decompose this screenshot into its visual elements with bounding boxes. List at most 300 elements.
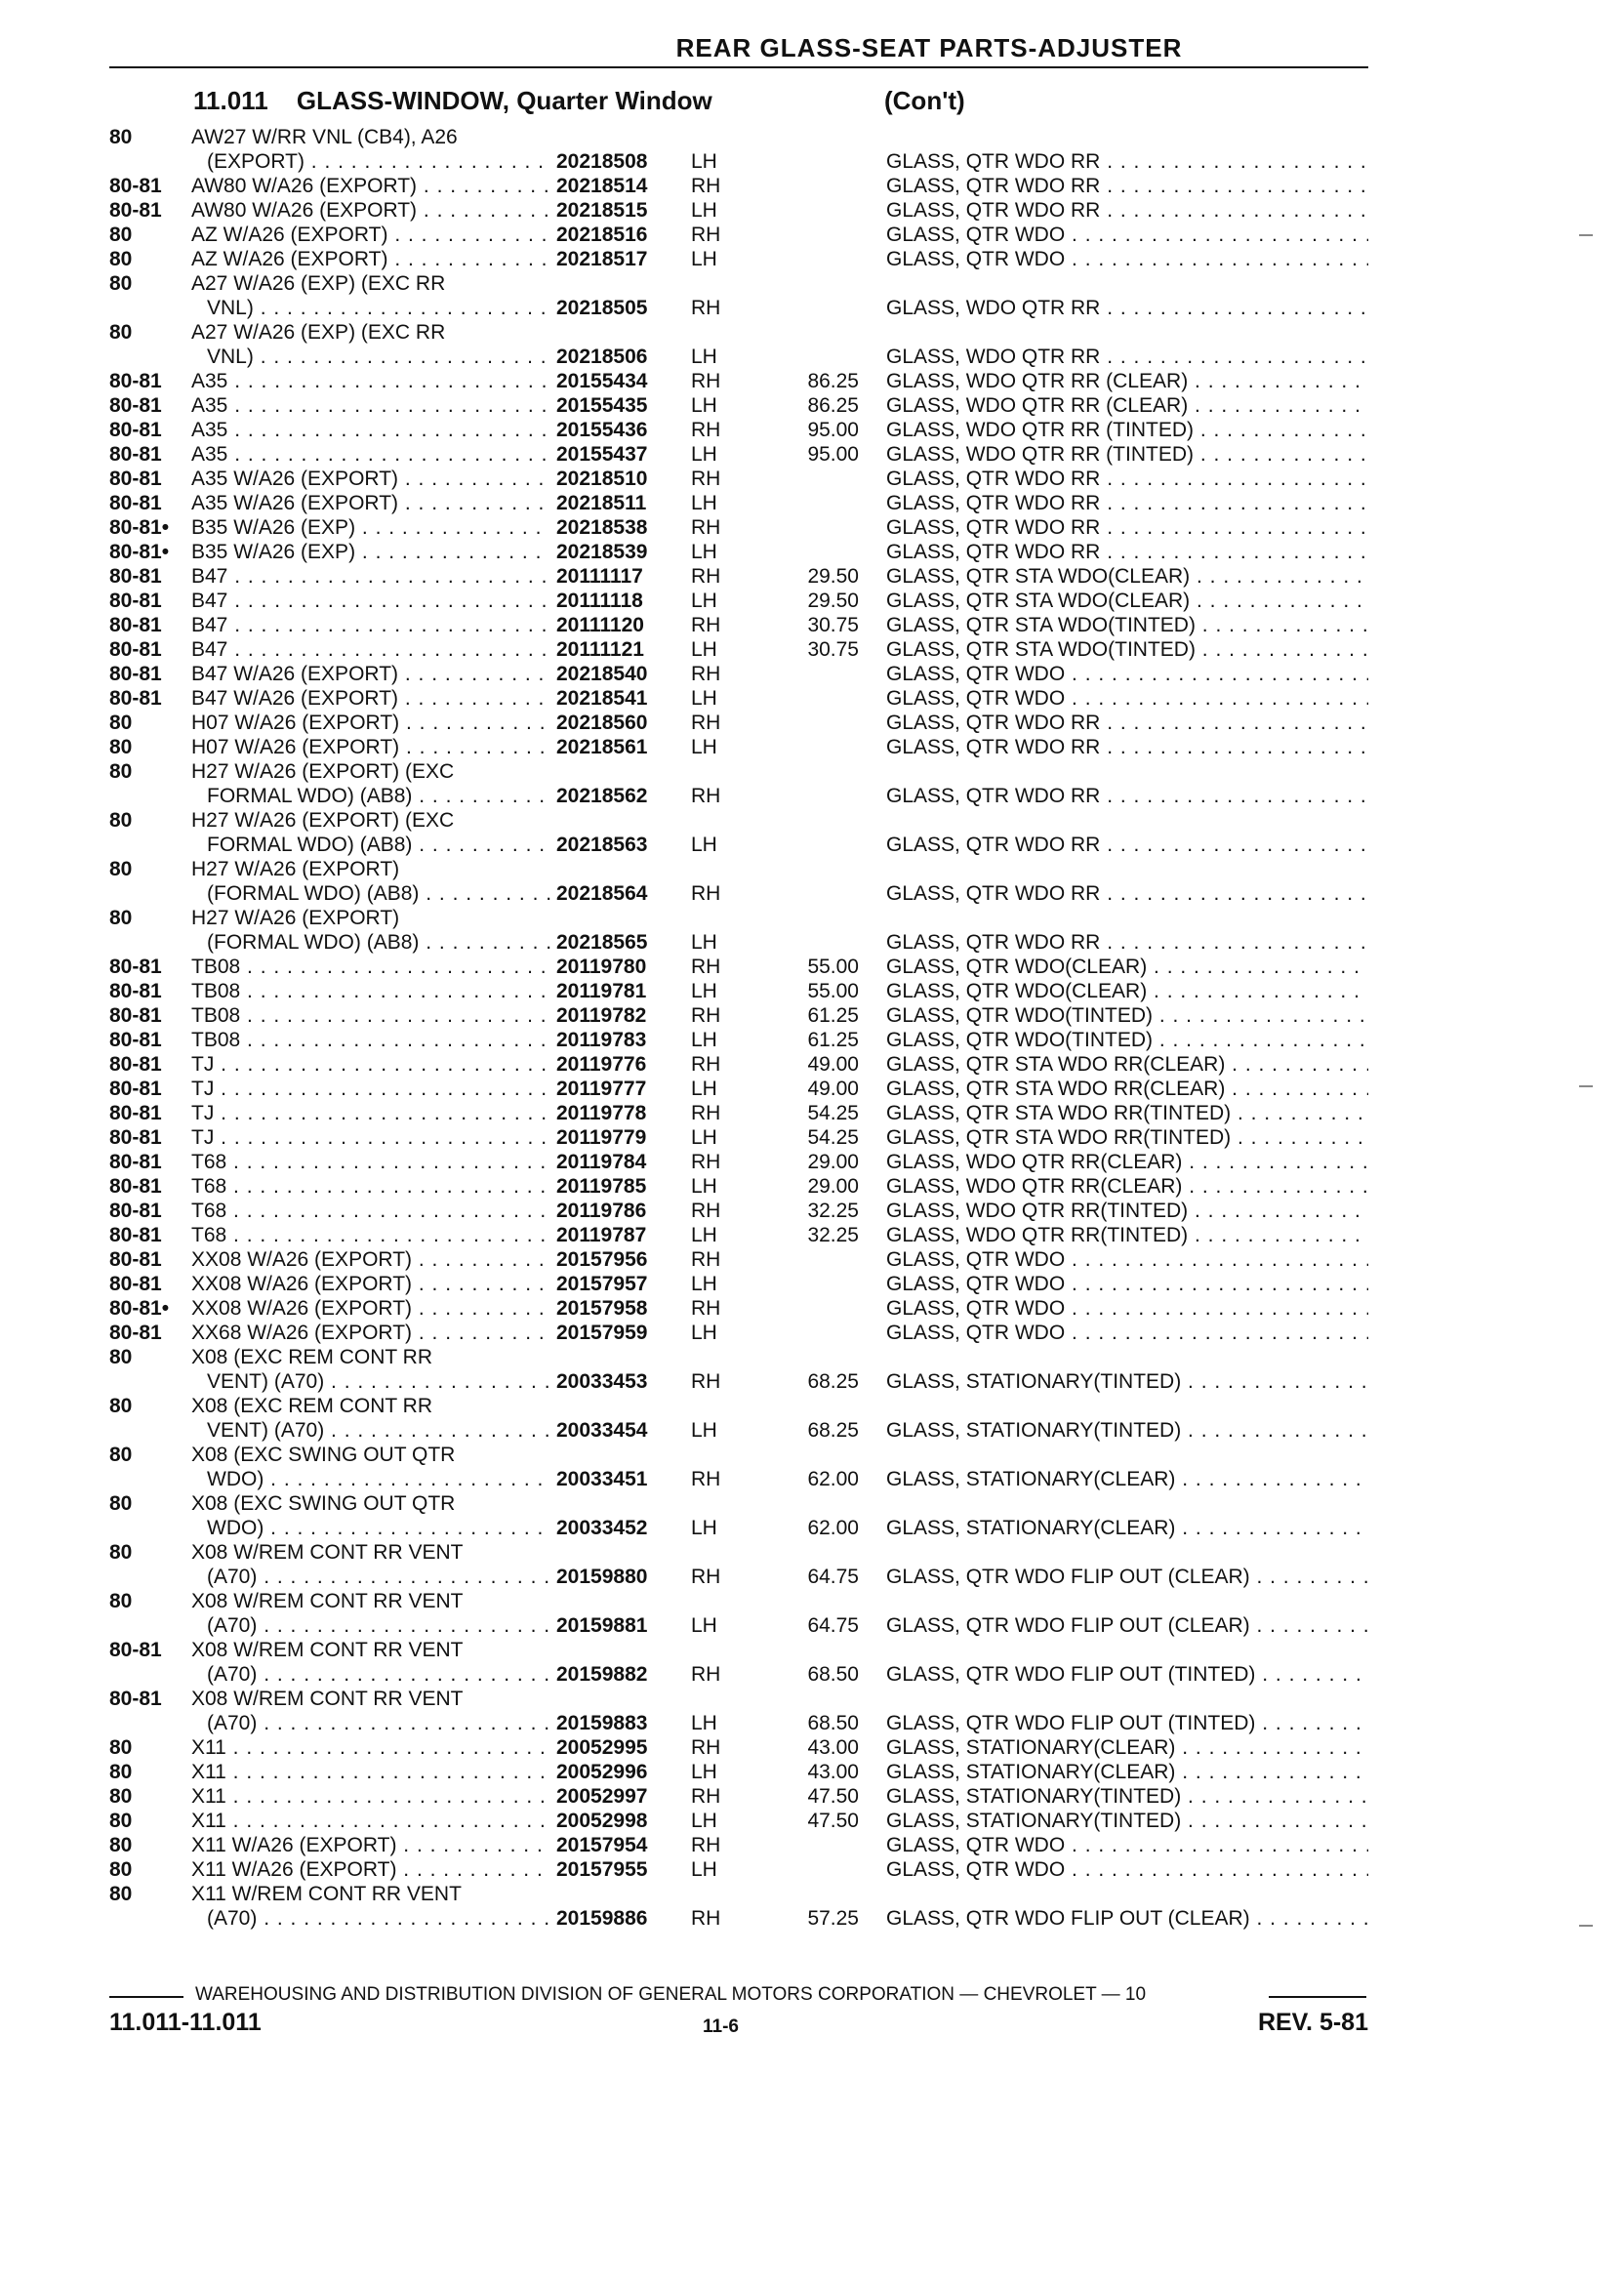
table-row	[0, 345, 1624, 369]
model-year: 80	[109, 321, 133, 344]
table-row	[0, 1443, 1624, 1467]
section-title: GLASS-WINDOW, Quarter Window	[296, 86, 712, 115]
description: VNL) . . .	[207, 296, 550, 320]
model-year: 80	[109, 1834, 133, 1856]
table-row	[0, 1589, 1624, 1613]
section-heading	[193, 86, 965, 116]
margin-mark	[1579, 234, 1593, 236]
side: RH	[691, 712, 721, 734]
description: H27 W/A26 (EXPORT) (EXC	[191, 809, 455, 832]
model-year: 80-81	[109, 468, 162, 490]
part-name: GLASS, QTR WDO RR . . .	[886, 540, 1368, 564]
description: (A70) . . .	[207, 1662, 550, 1687]
part-name: GLASS, QTR WDO(TINTED) . . .	[886, 1003, 1368, 1028]
description: (EXPORT) . . .	[207, 149, 550, 174]
model-year: 80	[109, 1785, 133, 1808]
table-row	[0, 418, 1624, 442]
side: LH	[691, 1761, 717, 1783]
side: LH	[691, 346, 717, 368]
table-row	[0, 125, 1624, 149]
part-name: GLASS, QTR WDO FLIP OUT (TINTED) . . .	[886, 1662, 1368, 1687]
part-name: GLASS, QTR STA WDO RR(CLEAR) . . .	[886, 1052, 1368, 1077]
part-name: GLASS, QTR STA WDO(CLEAR) . . .	[886, 564, 1368, 589]
table-row	[0, 393, 1624, 418]
description: X08 (EXC SWING OUT QTR	[191, 1492, 456, 1515]
description: X08 W/REM CONT RR VENT	[191, 1541, 464, 1564]
model-year: 80-81•	[109, 516, 170, 539]
side: RH	[691, 370, 721, 392]
description: X08 (EXC SWING OUT QTR	[191, 1444, 456, 1466]
side: RH	[691, 614, 721, 636]
model-year: 80	[109, 1810, 133, 1832]
side: RH	[691, 1566, 721, 1588]
part-number: 20033451	[556, 1468, 648, 1490]
side: LH	[691, 394, 717, 417]
part-number: 20033453	[556, 1370, 648, 1393]
model-year: 80	[109, 1395, 133, 1417]
description: B35 W/A26 (EXP) . . .	[191, 540, 550, 564]
model-year: 80	[109, 712, 133, 734]
part-name: GLASS, QTR WDO . . .	[886, 1321, 1368, 1345]
price: 32.25	[807, 1224, 859, 1246]
side: LH	[691, 443, 717, 466]
description: A35 W/A26 (EXPORT) . . .	[191, 491, 550, 515]
table-row	[0, 1882, 1624, 1906]
table-row	[0, 1101, 1624, 1125]
part-name: GLASS, WDO QTR RR(CLEAR) . . .	[886, 1150, 1368, 1174]
description: VNL) . . .	[207, 345, 550, 369]
header-rule	[109, 66, 1368, 68]
part-number: 20155437	[556, 443, 648, 466]
part-number: 20218505	[556, 297, 648, 319]
price: 49.00	[807, 1078, 859, 1100]
table-row	[0, 808, 1624, 833]
footer-rule-left	[109, 1996, 183, 1998]
table-row	[0, 955, 1624, 979]
part-number: 20157959	[556, 1322, 648, 1344]
table-row	[0, 881, 1624, 906]
part-number: 20119787	[556, 1224, 647, 1246]
part-name: GLASS, QTR WDO . . .	[886, 247, 1368, 271]
price: 68.25	[807, 1370, 859, 1393]
part-name: GLASS, QTR WDO RR . . .	[886, 784, 1368, 808]
table-row	[0, 1711, 1624, 1735]
description: AZ W/A26 (EXPORT) . . .	[191, 223, 550, 247]
model-year: 80	[109, 1858, 133, 1881]
part-name: GLASS, STATIONARY(TINTED) . . .	[886, 1418, 1368, 1443]
description: B47 . . .	[191, 613, 550, 637]
part-number: 20218564	[556, 882, 648, 905]
side: LH	[691, 1224, 717, 1246]
part-name: GLASS, QTR STA WDO RR(TINTED) . . .	[886, 1101, 1368, 1125]
table-row	[0, 1321, 1624, 1345]
model-year: 80	[109, 272, 133, 295]
side: LH	[691, 1858, 717, 1881]
table-row	[0, 540, 1624, 564]
part-number: 20155435	[556, 394, 648, 417]
model-year: 80-81	[109, 175, 162, 197]
description: X11 . . .	[191, 1809, 550, 1833]
part-name: GLASS, QTR WDO . . .	[886, 662, 1368, 686]
description: AW27 W/RR VNL (CB4), A26	[191, 126, 458, 148]
part-name: GLASS, QTR WDO . . .	[886, 1833, 1368, 1857]
part-name: GLASS, STATIONARY(CLEAR) . . .	[886, 1760, 1368, 1784]
part-name: GLASS, QTR WDO RR . . .	[886, 735, 1368, 759]
description: X08 W/REM CONT RR VENT	[191, 1639, 464, 1661]
page-title: REAR GLASS-SEAT PARTS-ADJUSTER	[675, 33, 1183, 62]
side: RH	[691, 1663, 721, 1686]
table-row	[0, 1662, 1624, 1687]
table-row	[0, 1833, 1624, 1857]
table-row	[0, 857, 1624, 881]
part-name: GLASS, STATIONARY(CLEAR) . . .	[886, 1516, 1368, 1540]
side: LH	[691, 1273, 717, 1295]
model-year: 80-81	[109, 1200, 162, 1222]
table-row	[0, 1613, 1624, 1638]
model-year: 80-81	[109, 1029, 162, 1051]
section-continued: (Con't)	[884, 86, 965, 115]
part-name: GLASS, QTR WDO . . .	[886, 1247, 1368, 1272]
part-number: 20119782	[556, 1004, 647, 1027]
part-name: GLASS, QTR WDO RR . . .	[886, 833, 1368, 857]
side: RH	[691, 1053, 721, 1076]
part-number: 20218565	[556, 931, 648, 954]
table-row	[0, 1906, 1624, 1931]
price: 54.25	[807, 1102, 859, 1124]
table-row	[0, 1638, 1624, 1662]
part-name: GLASS, WDO QTR RR . . .	[886, 296, 1368, 320]
description: A35 . . .	[191, 418, 550, 442]
part-number: 20159883	[556, 1712, 648, 1734]
part-name: GLASS, QTR WDO RR . . .	[886, 515, 1368, 540]
model-year: 80-81	[109, 419, 162, 441]
part-number: 20218561	[556, 736, 648, 758]
part-name: GLASS, QTR WDO FLIP OUT (CLEAR) . . .	[886, 1613, 1368, 1638]
price: 86.25	[807, 394, 859, 417]
table-row	[0, 1077, 1624, 1101]
price: 32.25	[807, 1200, 859, 1222]
model-year: 80-81	[109, 1151, 162, 1173]
price: 47.50	[807, 1810, 859, 1832]
description: FORMAL WDO) (AB8) . . .	[207, 784, 550, 808]
part-name: GLASS, QTR WDO RR . . .	[886, 711, 1368, 735]
price: 29.50	[807, 565, 859, 588]
side: RH	[691, 468, 721, 490]
model-year: 80-81	[109, 1102, 162, 1124]
table-row	[0, 564, 1624, 589]
description: XX08 W/A26 (EXPORT) . . .	[191, 1296, 550, 1321]
description: A27 W/A26 (EXP) (EXC RR	[191, 272, 446, 295]
part-number: 20218516	[556, 224, 648, 246]
part-name: GLASS, QTR STA WDO(TINTED) . . .	[886, 613, 1368, 637]
part-name: GLASS, WDO QTR RR (TINTED) . . .	[886, 418, 1368, 442]
part-name: GLASS, QTR WDO . . .	[886, 1272, 1368, 1296]
model-year: 80-81	[109, 199, 162, 222]
model-year: 80-81	[109, 1688, 162, 1710]
table-row	[0, 1491, 1624, 1516]
table-row	[0, 1565, 1624, 1589]
part-name: GLASS, WDO QTR RR(TINTED) . . .	[886, 1223, 1368, 1247]
description: B47 . . .	[191, 589, 550, 613]
part-name: GLASS, QTR WDO(TINTED) . . .	[886, 1028, 1368, 1052]
description: (A70) . . .	[207, 1906, 550, 1931]
part-number: 20052995	[556, 1736, 648, 1759]
model-year: 80-81	[109, 1175, 162, 1198]
part-name: GLASS, WDO QTR RR (CLEAR) . . .	[886, 369, 1368, 393]
description: XX68 W/A26 (EXPORT) . . .	[191, 1321, 550, 1345]
price: 68.50	[807, 1663, 859, 1686]
part-name: GLASS, WDO QTR RR(CLEAR) . . .	[886, 1174, 1368, 1199]
footer-division: WAREHOUSING AND DISTRIBUTION DIVISION OF GENERAL MOTORS CORPORATION — CHEVROLET — 10	[195, 1984, 1147, 2005]
description: X08 W/REM CONT RR VENT	[191, 1688, 464, 1710]
footer-revision: REV. 5-81	[1257, 2009, 1368, 2036]
description: TJ . . .	[191, 1052, 550, 1077]
part-name: GLASS, STATIONARY(CLEAR) . . .	[886, 1467, 1368, 1491]
part-number: 20119780	[556, 956, 647, 978]
description: X11 W/REM CONT RR VENT	[191, 1883, 462, 1905]
part-number: 20218510	[556, 468, 648, 490]
side: LH	[691, 1175, 717, 1198]
table-row	[0, 784, 1624, 808]
part-name: GLASS, QTR STA WDO RR(CLEAR) . . .	[886, 1077, 1368, 1101]
description: B47 . . .	[191, 637, 550, 662]
description: T68 . . .	[191, 1199, 550, 1223]
model-year: 80-81•	[109, 1297, 170, 1320]
description: TJ . . .	[191, 1101, 550, 1125]
part-number: 20218562	[556, 785, 648, 807]
part-name: GLASS, QTR WDO FLIP OUT (CLEAR) . . .	[886, 1565, 1368, 1589]
model-year: 80	[109, 907, 133, 929]
table-row	[0, 833, 1624, 857]
description: A35 . . .	[191, 369, 550, 393]
table-row	[0, 1735, 1624, 1760]
part-name: GLASS, QTR WDO . . .	[886, 223, 1368, 247]
part-number: 20119785	[556, 1175, 647, 1198]
table-row	[0, 1223, 1624, 1247]
part-name: GLASS, QTR STA WDO RR(TINTED) . . .	[886, 1125, 1368, 1150]
model-year: 80	[109, 760, 133, 783]
price: 29.50	[807, 590, 859, 612]
description: X11 . . .	[191, 1784, 550, 1809]
description: TB08 . . .	[191, 1028, 550, 1052]
part-number: 20218538	[556, 516, 648, 539]
part-name: GLASS, STATIONARY(CLEAR) . . .	[886, 1735, 1368, 1760]
part-number: 20218563	[556, 834, 648, 856]
description: H27 W/A26 (EXPORT)	[191, 858, 400, 880]
model-year: 80	[109, 1541, 133, 1564]
price: 55.00	[807, 980, 859, 1002]
description: X11 W/A26 (EXPORT) . . .	[191, 1857, 550, 1882]
table-row	[0, 1784, 1624, 1809]
part-number: 20218514	[556, 175, 648, 197]
part-name: GLASS, WDO QTR RR(TINTED) . . .	[886, 1199, 1368, 1223]
side: RH	[691, 419, 721, 441]
table-row	[0, 1296, 1624, 1321]
table-row	[0, 149, 1624, 174]
side: LH	[691, 736, 717, 758]
description: T68 . . .	[191, 1223, 550, 1247]
part-number: 20033454	[556, 1419, 648, 1442]
side: RH	[691, 882, 721, 905]
price: 49.00	[807, 1053, 859, 1076]
side: RH	[691, 175, 721, 197]
price: 30.75	[807, 638, 859, 661]
price: 54.25	[807, 1126, 859, 1149]
description: H27 W/A26 (EXPORT)	[191, 907, 400, 929]
part-number: 20119781	[556, 980, 647, 1002]
footer-section-range: 11.011-11.011	[109, 2009, 262, 2036]
side: RH	[691, 1834, 721, 1856]
description: AW80 W/A26 (EXPORT) . . .	[191, 174, 550, 198]
model-year: 80-81	[109, 1273, 162, 1295]
part-name: GLASS, QTR WDO . . .	[886, 1296, 1368, 1321]
table-row	[0, 1345, 1624, 1369]
side: LH	[691, 980, 717, 1002]
part-name: GLASS, QTR STA WDO(TINTED) . . .	[886, 637, 1368, 662]
part-name: GLASS, WDO QTR RR (CLEAR) . . .	[886, 393, 1368, 418]
part-number: 20159881	[556, 1614, 648, 1637]
price: 62.00	[807, 1517, 859, 1539]
table-row	[0, 1540, 1624, 1565]
side: LH	[691, 248, 717, 270]
description: T68 . . .	[191, 1174, 550, 1199]
price: 29.00	[807, 1151, 859, 1173]
part-number: 20157956	[556, 1248, 648, 1271]
side: LH	[691, 1126, 717, 1149]
model-year: 80-81	[109, 638, 162, 661]
part-number: 20119778	[556, 1102, 647, 1124]
side: RH	[691, 565, 721, 588]
side: RH	[691, 1102, 721, 1124]
table-row	[0, 686, 1624, 711]
table-row	[0, 1174, 1624, 1199]
description: TJ . . .	[191, 1077, 550, 1101]
side: RH	[691, 516, 721, 539]
part-number: 20157955	[556, 1858, 648, 1881]
part-number: 20052997	[556, 1785, 648, 1808]
side: RH	[691, 1248, 721, 1271]
part-number: 20111117	[556, 565, 643, 588]
side: RH	[691, 224, 721, 246]
model-year: 80	[109, 736, 133, 758]
part-name: GLASS, QTR WDO . . .	[886, 686, 1368, 711]
part-number: 20218539	[556, 541, 648, 563]
part-number: 20119783	[556, 1029, 647, 1051]
description: WDO) . . .	[207, 1467, 550, 1491]
part-number: 20119777	[556, 1078, 647, 1100]
part-name: GLASS, WDO QTR RR (TINTED) . . .	[886, 442, 1368, 467]
part-number: 20157954	[556, 1834, 648, 1856]
price: 68.50	[807, 1712, 859, 1734]
model-year: 80	[109, 1492, 133, 1515]
part-name: GLASS, QTR WDO FLIP OUT (CLEAR) . . .	[886, 1906, 1368, 1931]
price: 61.25	[807, 1004, 859, 1027]
model-year: 80-81	[109, 1004, 162, 1027]
part-name: GLASS, STATIONARY(TINTED) . . .	[886, 1809, 1368, 1833]
table-row	[0, 1028, 1624, 1052]
model-year: 80	[109, 1590, 133, 1612]
parts-list	[0, 125, 1624, 1931]
price: 29.00	[807, 1175, 859, 1198]
price: 55.00	[807, 956, 859, 978]
part-number: 20111118	[556, 590, 643, 612]
table-row	[0, 515, 1624, 540]
description: TJ . . .	[191, 1125, 550, 1150]
model-year: 80-81	[109, 1248, 162, 1271]
part-name: GLASS, QTR WDO . . .	[886, 1857, 1368, 1882]
description: B47 W/A26 (EXPORT) . . .	[191, 686, 550, 711]
model-year: 80	[109, 1761, 133, 1783]
description: X11 . . .	[191, 1760, 550, 1784]
part-name: GLASS, QTR WDO RR . . .	[886, 467, 1368, 491]
model-year: 80-81•	[109, 541, 170, 563]
price: 68.25	[807, 1419, 859, 1442]
part-number: 20159886	[556, 1907, 648, 1930]
model-year: 80	[109, 809, 133, 832]
part-number: 20159882	[556, 1663, 648, 1686]
model-year: 80-81	[109, 492, 162, 514]
part-number: 20033452	[556, 1517, 648, 1539]
description: FORMAL WDO) (AB8) . . .	[207, 833, 550, 857]
model-year: 80	[109, 126, 133, 148]
side: LH	[691, 1419, 717, 1442]
part-number: 20155434	[556, 370, 648, 392]
table-row	[0, 1809, 1624, 1833]
part-name: GLASS, QTR WDO RR . . .	[886, 198, 1368, 223]
model-year: 80-81	[109, 1078, 162, 1100]
part-number: 20218508	[556, 150, 648, 173]
model-year: 80-81	[109, 394, 162, 417]
table-row	[0, 1687, 1624, 1711]
model-year: 80-81	[109, 614, 162, 636]
part-name: GLASS, WDO QTR RR . . .	[886, 345, 1368, 369]
model-year: 80	[109, 1736, 133, 1759]
model-year: 80	[109, 1444, 133, 1466]
price: 61.25	[807, 1029, 859, 1051]
part-name: GLASS, STATIONARY(TINTED) . . .	[886, 1369, 1368, 1394]
part-number: 20155436	[556, 419, 648, 441]
side: LH	[691, 590, 717, 612]
part-name: GLASS, QTR WDO RR . . .	[886, 149, 1368, 174]
part-name: GLASS, QTR WDO RR . . .	[886, 930, 1368, 955]
table-row	[0, 1760, 1624, 1784]
model-year: 80-81	[109, 1224, 162, 1246]
margin-mark	[1579, 1925, 1593, 1927]
side: RH	[691, 1468, 721, 1490]
part-number: 20218560	[556, 712, 648, 734]
description: TB08 . . .	[191, 955, 550, 979]
table-row	[0, 1125, 1624, 1150]
part-number: 20218541	[556, 687, 648, 710]
model-year: 80-81	[109, 1322, 162, 1344]
part-name: GLASS, QTR WDO RR . . .	[886, 881, 1368, 906]
part-name: GLASS, QTR STA WDO(CLEAR) . . .	[886, 589, 1368, 613]
description: B35 W/A26 (EXP) . . .	[191, 515, 550, 540]
table-row	[0, 1272, 1624, 1296]
table-row	[0, 637, 1624, 662]
side: RH	[691, 1736, 721, 1759]
part-number: 20119784	[556, 1151, 647, 1173]
side: RH	[691, 1200, 721, 1222]
footer-rule-right	[1269, 1996, 1366, 1998]
model-year: 80-81	[109, 590, 162, 612]
table-row	[0, 979, 1624, 1003]
table-row	[0, 1003, 1624, 1028]
side: RH	[691, 956, 721, 978]
description: (FORMAL WDO) (AB8) . . .	[207, 881, 550, 906]
table-row	[0, 174, 1624, 198]
description: (A70) . . .	[207, 1711, 550, 1735]
